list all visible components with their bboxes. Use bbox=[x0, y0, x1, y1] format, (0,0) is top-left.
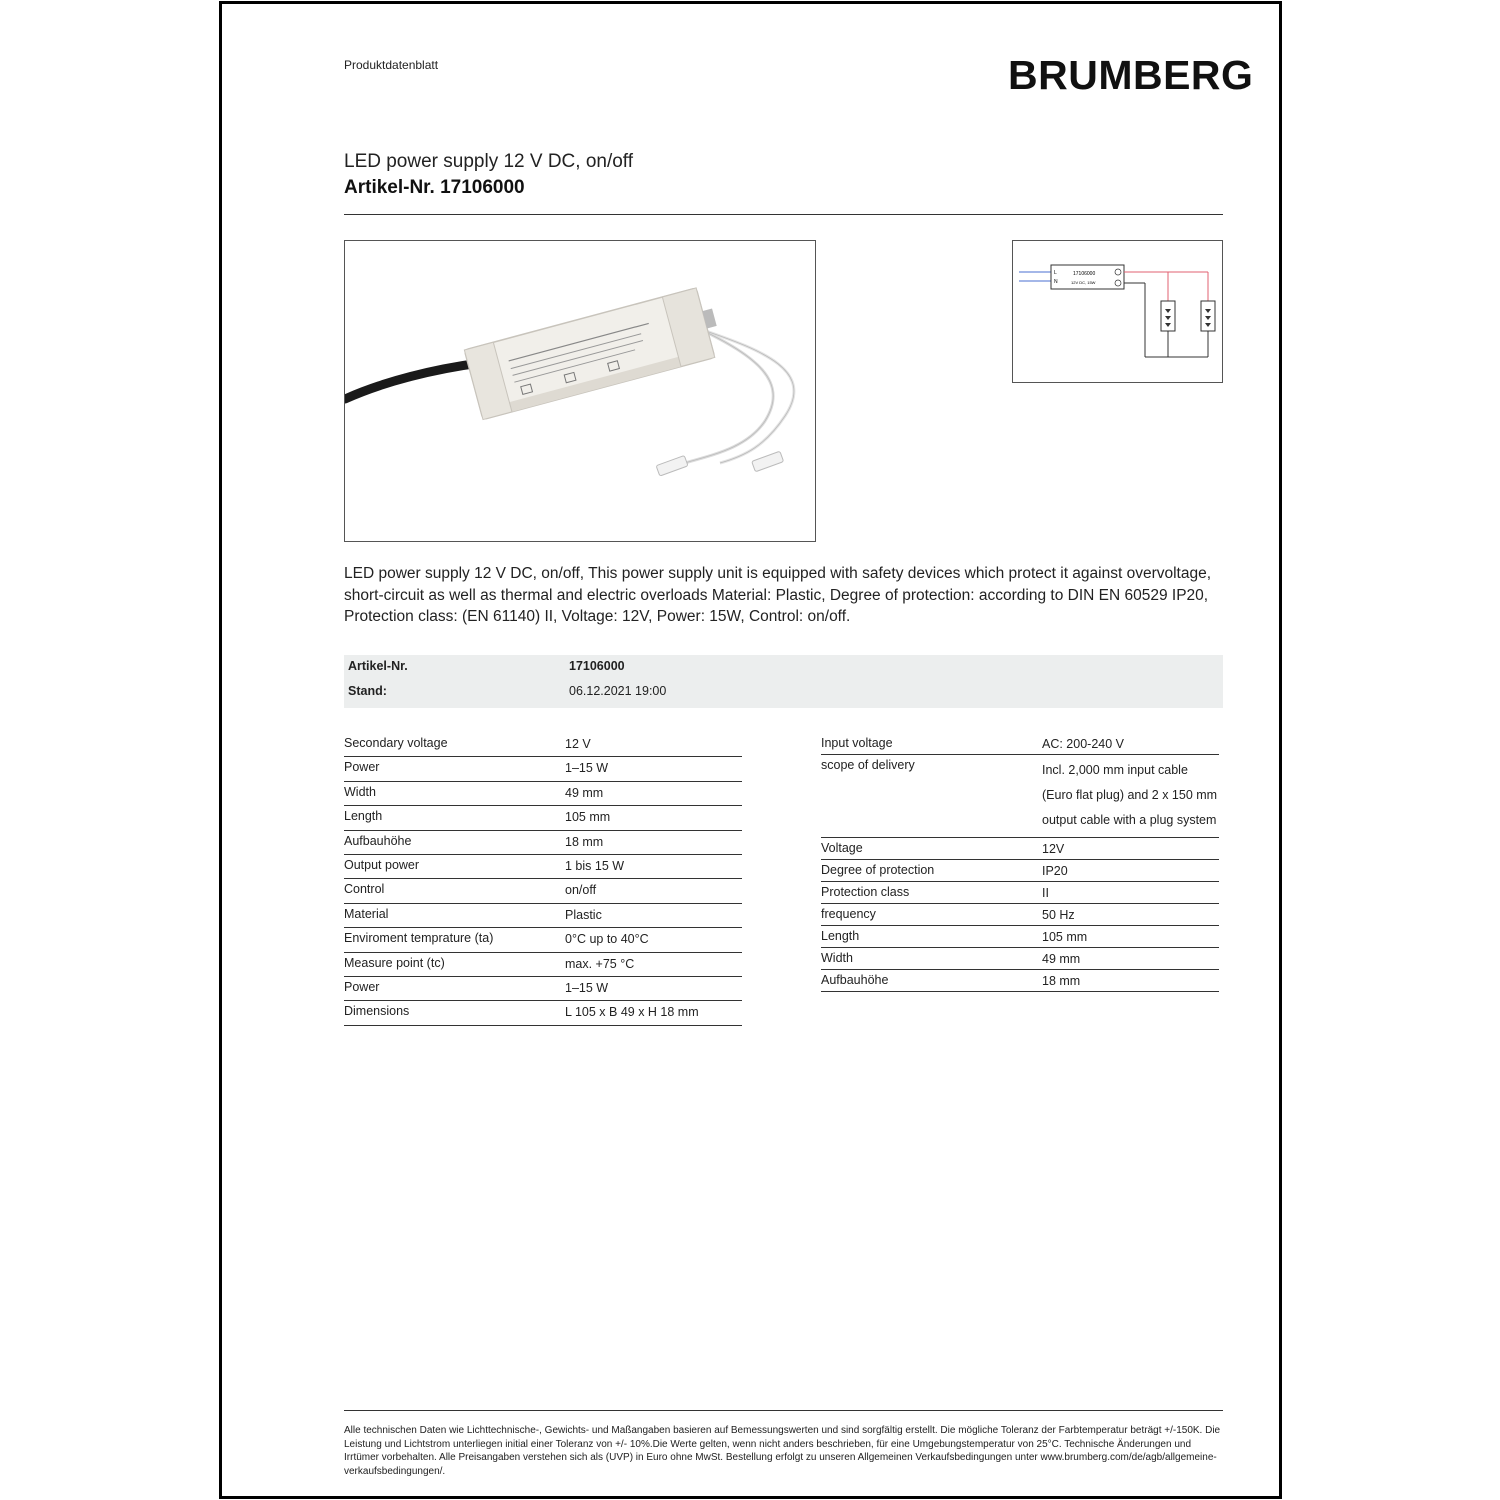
spec-label: Power bbox=[344, 979, 380, 994]
spec-label: frequency bbox=[821, 907, 876, 921]
spec-value bbox=[565, 956, 742, 973]
spec-value bbox=[565, 858, 742, 875]
spec-row bbox=[821, 904, 1219, 926]
spec-value bbox=[1042, 951, 1219, 968]
spec-label: Measure point (tc) bbox=[344, 955, 445, 970]
spec-label: Width bbox=[821, 951, 853, 965]
spec-label: Voltage bbox=[821, 841, 863, 855]
spec-label: Secondary voltage bbox=[344, 736, 448, 750]
spec-value bbox=[565, 980, 742, 997]
spec-label: Control bbox=[344, 882, 385, 897]
document-type: Produktdatenblatt bbox=[344, 58, 439, 72]
product-description: LED power supply 12 V DC, on/off, This power supply unit is equipped with safety devices which protect it against overvoltage, short-circuit as well as thermal and electric overloads Material: Plastic, Degree of protection: according to DIN EN 60529 IP20, Protection class: (EN 61140) II, Voltage: 12V, Power: 15W, Control: on/off. bbox=[344, 565, 1212, 625]
spec-row bbox=[344, 757, 742, 781]
stand-value: 06.12.2021 19:00 bbox=[569, 684, 667, 698]
spec-value-line: on/off bbox=[565, 883, 597, 898]
spec-row bbox=[344, 953, 742, 977]
spec-value-line: 105 mm bbox=[565, 810, 611, 825]
spec-row bbox=[821, 948, 1219, 970]
footer-divider bbox=[344, 1410, 1223, 1411]
spec-value-line: 1–15 W bbox=[565, 761, 609, 776]
spec-label: Width bbox=[344, 784, 376, 799]
brand-logo: BRUMBERG bbox=[1008, 52, 1254, 98]
spec-value bbox=[1042, 863, 1219, 880]
spec-value bbox=[1042, 973, 1219, 990]
spec-label: Output power bbox=[344, 857, 420, 872]
spec-row bbox=[344, 855, 742, 879]
spec-value bbox=[565, 1004, 742, 1021]
spec-label: Protection class bbox=[821, 885, 910, 899]
spec-row bbox=[344, 733, 742, 757]
product-title: LED power supply 12 V DC, on/off bbox=[344, 151, 634, 172]
spec-value-line: (Euro flat plug) and 2 x 150 mm bbox=[1042, 788, 1218, 802]
spec-label: Aufbauhöhe bbox=[821, 973, 889, 987]
spec-value bbox=[1042, 929, 1219, 946]
spec-row bbox=[821, 860, 1219, 882]
spec-row bbox=[821, 733, 1219, 755]
spec-value-line: 1 bis 15 W bbox=[565, 858, 625, 873]
spec-value bbox=[1042, 758, 1219, 833]
spec-row bbox=[821, 838, 1219, 860]
spec-value-line: 50 Hz bbox=[1042, 908, 1075, 922]
spec-value-line: II bbox=[1042, 886, 1049, 900]
plus-terminal-icon bbox=[1115, 269, 1121, 275]
spec-value bbox=[1042, 736, 1219, 753]
spec-value-line: AC: 200-240 V bbox=[1042, 737, 1124, 751]
spec-value-line: 49 mm bbox=[565, 785, 604, 800]
spec-value bbox=[1042, 841, 1219, 858]
device-spec: 12V DC, 15W bbox=[1071, 280, 1096, 285]
footer-disclaimer: Alle technischen Daten wie Lichttechnische-, Gewichts- und Maßangaben basieren auf Bemessungswerten und sind sorgfältig erstellt. Die mögliche Toleranz der Farbtemperatur beträgt +/-150K. Die Leistung und Lichtstrom unterliegen initial einer Toleranz von +/- 10%.Die Werte gelten, wenn nicht anders beschrieben, für eine Umgebungstemperatur von 25°C. Technische Änderungen und Irrtümer vorbehalten. Alle Preisangaben verstehen sich als (UVP) in Euro ohne MwSt. Bestellung erfolgt zu unseren Allgemeinen Verkaufsbedingungen unter www.brumberg.com/de/agb/allgemeine-verkaufsbedingungen/. bbox=[344, 1425, 1221, 1477]
spec-value bbox=[565, 834, 742, 851]
spec-value-line: IP20 bbox=[1042, 864, 1068, 878]
label-l: L bbox=[1054, 270, 1057, 276]
spec-value-line: 1–15 W bbox=[565, 980, 609, 995]
spec-row bbox=[344, 1001, 742, 1025]
spec-value-line: 0°C up to 40°C bbox=[565, 932, 649, 947]
spec-row bbox=[344, 782, 742, 806]
spec-row bbox=[344, 904, 742, 928]
spec-value-line: 18 mm bbox=[1042, 974, 1081, 988]
spec-row bbox=[821, 926, 1219, 948]
spec-value-line: L 105 x B 49 x H 18 mm bbox=[565, 1005, 699, 1020]
label-n: N bbox=[1054, 279, 1058, 285]
article-info-box bbox=[344, 655, 1223, 708]
spec-value bbox=[1042, 907, 1219, 924]
spec-label: Input voltage bbox=[821, 736, 893, 750]
spec-value bbox=[565, 736, 742, 753]
spec-value-line: 105 mm bbox=[1042, 930, 1088, 944]
spec-row bbox=[344, 928, 742, 952]
spec-value bbox=[565, 882, 742, 899]
spec-label: Degree of protection bbox=[821, 863, 935, 877]
spec-value bbox=[565, 907, 742, 924]
spec-label: Length bbox=[344, 809, 383, 824]
stand-label: Stand: bbox=[348, 684, 387, 698]
spec-value-line: Incl. 2,000 mm input cable bbox=[1042, 763, 1188, 777]
header-divider bbox=[344, 214, 1223, 215]
spec-value bbox=[1042, 885, 1219, 902]
wiring-diagram bbox=[1012, 240, 1223, 383]
spec-row bbox=[344, 977, 742, 1001]
spec-label: Power bbox=[344, 760, 380, 775]
spec-value bbox=[565, 931, 742, 948]
spec-label: scope of delivery bbox=[821, 758, 915, 772]
spec-value-line: 49 mm bbox=[1042, 952, 1081, 966]
spec-value-line: 18 mm bbox=[565, 834, 604, 849]
spec-row bbox=[821, 970, 1219, 992]
spec-value-line: 12V bbox=[1042, 842, 1065, 856]
article-number-label: Artikel-Nr. bbox=[348, 659, 408, 673]
spec-label: Dimensions bbox=[344, 1004, 410, 1019]
article-number-value: 17106000 bbox=[569, 659, 625, 673]
spec-value bbox=[565, 760, 742, 777]
spec-value-line: output cable with a plug system bbox=[1042, 813, 1217, 827]
wiring-schematic bbox=[1013, 241, 1224, 384]
spec-row bbox=[821, 882, 1219, 904]
spec-value-line: Plastic bbox=[565, 907, 602, 922]
power-supply-illustration bbox=[345, 241, 816, 542]
spec-value-line: 12 V bbox=[565, 737, 591, 751]
spec-row bbox=[821, 755, 1219, 838]
product-photo bbox=[344, 240, 816, 542]
article-number-title: Artikel-Nr. 17106000 bbox=[344, 177, 525, 198]
spec-value bbox=[565, 785, 742, 802]
spec-label: Material bbox=[344, 906, 389, 921]
spec-value-line: max. +75 °C bbox=[565, 956, 635, 971]
spec-table-left bbox=[344, 733, 742, 1026]
spec-label: Aufbauhöhe bbox=[344, 833, 412, 848]
spec-row bbox=[344, 831, 742, 855]
spec-value bbox=[565, 809, 742, 826]
device-code: 17106000 bbox=[1073, 271, 1096, 277]
spec-label: Enviroment temprature (ta) bbox=[344, 931, 494, 946]
spec-label: Length bbox=[821, 929, 860, 943]
minus-terminal-icon bbox=[1115, 280, 1121, 286]
spec-table-right bbox=[821, 733, 1219, 992]
spec-row bbox=[344, 806, 742, 830]
spec-row bbox=[344, 879, 742, 903]
